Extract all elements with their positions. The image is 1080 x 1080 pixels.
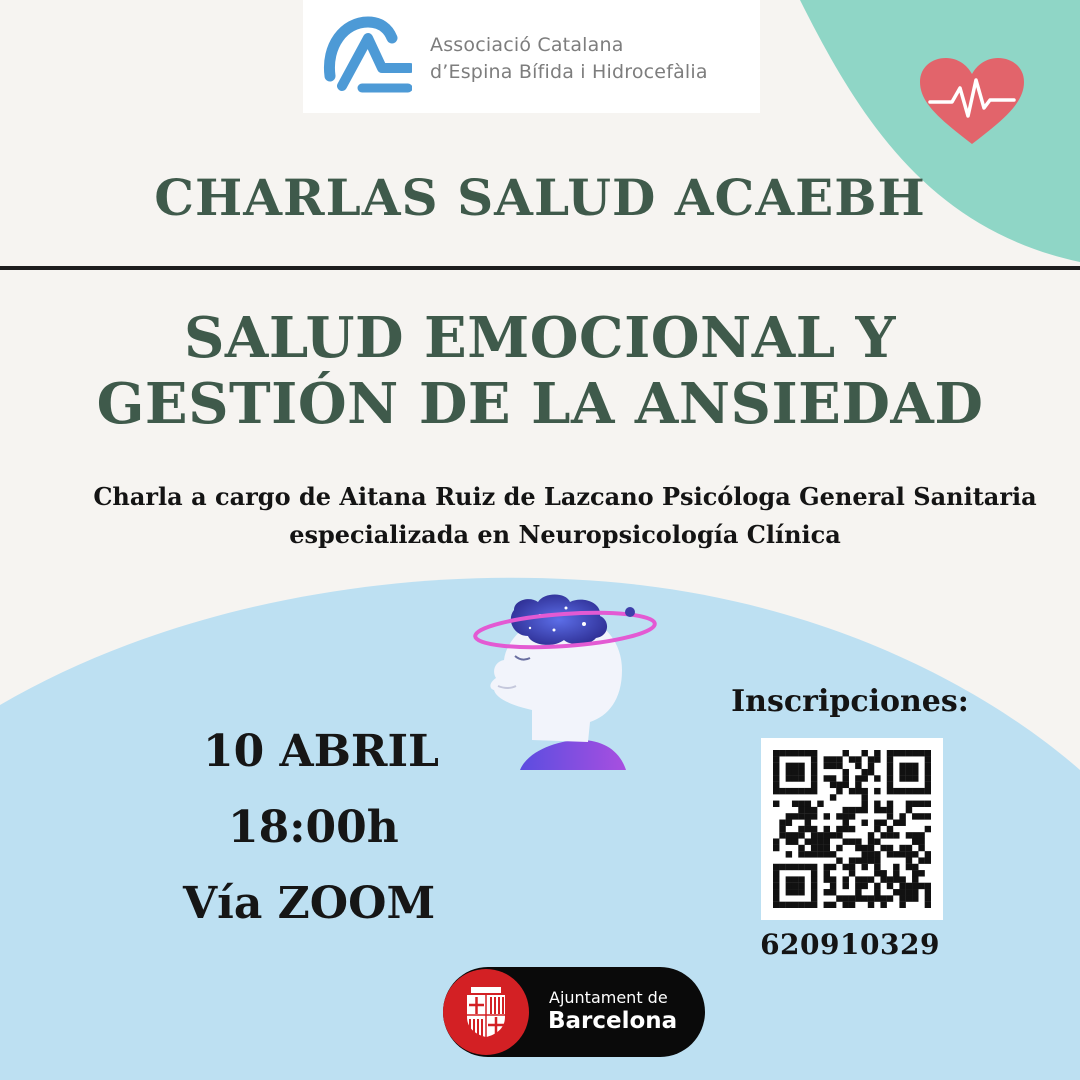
registration-phone: 620910329 — [760, 928, 940, 961]
speaker-line1: Charla a cargo de Aitana Ruiz de Lazcano Psicóloga General Sanitaria — [93, 482, 1037, 511]
speaker-description — [60, 478, 1070, 554]
event-time: 18:00h — [228, 802, 399, 853]
org-name — [430, 32, 708, 86]
org-name-line2: d’Espina Bífida i Hidrocefàlia — [430, 61, 708, 83]
talk-title-line1: SALUD EMOCIONAL Y — [183, 305, 897, 371]
heart-pulse-icon — [918, 56, 1026, 148]
event-platform: Vía ZOOM — [183, 878, 436, 929]
sponsor-line2: Barcelona — [548, 1008, 678, 1034]
talk-title — [0, 305, 1080, 437]
barcelona-shield-icon — [461, 985, 511, 1039]
acaebh-logo — [322, 16, 412, 98]
org-name-line1: Associació Catalana — [430, 34, 624, 56]
header-divider — [0, 266, 1080, 270]
page-header-title: CHARLAS SALUD ACAEBH — [154, 168, 926, 227]
mind-head-illustration — [470, 590, 665, 775]
talk-title-line2: GESTIÓN DE LA ANSIEDAD — [96, 371, 984, 437]
sponsor-line1: Ajuntament de — [549, 988, 668, 1007]
speaker-line2: especializada en Neuropsicología Clínica — [289, 520, 841, 549]
event-date: 10 ABRIL — [203, 726, 439, 777]
registration-label: Inscripciones: — [731, 684, 969, 719]
qr-code[interactable] — [773, 750, 931, 908]
